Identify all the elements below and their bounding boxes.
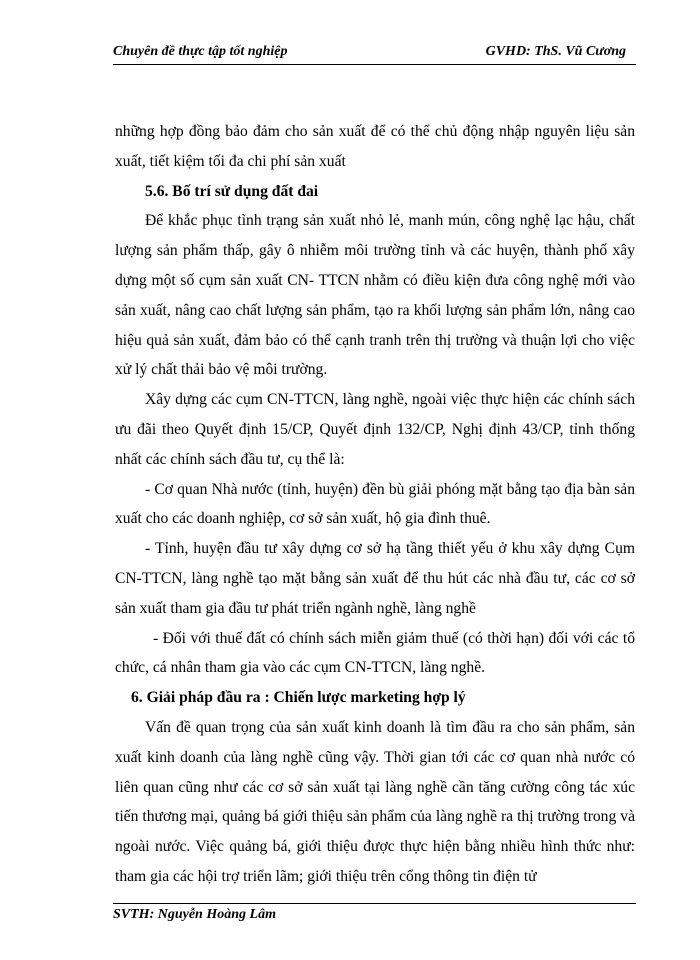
paragraph-marketing: Vấn đề quan trọng của sản xuất kinh doanh là tìm đầu ra cho sản phẩm, sản xuất kinh doanh của làng nghề cũng vậy. Thời gian tới các cơ quan nhà nước có liên quan cũng như các cơ sở sản xuất tại làng nghề cần tăng cường công tác xúc tiến thương mại, quảng bá giới thiệu sản phẩm của làng nghề ra thị trường trong và ngoài nước. Việc quảng bá, giới thiệu được thực hiện bằng nhiều hình thức như: tham gia các hội trợ triển lãm; giới thiệu trên cổng thông tin điện tử <box>115 718 635 885</box>
bullet-item: - Tỉnh, huyện đầu tư xây dựng cơ sở hạ tầng thiết yếu ở khu xây dựng Cụm CN-TTCN, làng nghề tạo mặt bằng sản xuất để thu hút các nhà đầu tư, các cơ sở sản xuất tham gia đầu tư phát triển ngành nghề, làng nghề <box>115 540 635 617</box>
page-footer: SVTH: Nguyễn Hoàng Lâm <box>113 907 276 922</box>
bullet-item: - Đối với thuế đất có chính sách miễn giảm thuế (có thời hạn) đối với các tổ chức, cá nhân tham gia vào các cụm CN-TTCN, làng nghề. <box>115 629 635 677</box>
paragraph-land-use: Để khắc phục tình trạng sản xuất nhỏ lẻ, manh mún, công nghệ lạc hậu, chất lượng sản phẩm thấp, gây ô nhiễm môi trường tỉnh và các huyện, thành phố xây dựng một số cụm sản xuất CN- TTCN nhằm có điều kiện đưa công nghệ mới vào sản xuất, nâng cao chất lượng sản phẩm, tạo ra khối lượng sản phẩm lớn, nâng cao hiệu quả sản xuất, đảm bảo có thể cạnh tranh trên thị trường và thuận lợi cho việc xử lý chất thải bảo vệ môi trường. <box>115 212 635 379</box>
paragraph-policies: Xây dựng các cụm CN-TTCN, làng nghề, ngoài việc thực hiện các chính sách ưu đãi theo Quyết định 15/CP, Quyết định 132/CP, Nghị định 43/CP, tỉnh thống nhất các chính sách đầu tư, cụ thể là: <box>115 391 635 468</box>
document-body <box>115 117 635 892</box>
header-advisor: GVHD: ThS. Vũ Cương <box>485 44 626 59</box>
bullet-item: - Cơ quan Nhà nước (tỉnh, huyện) đền bù giải phóng mặt bằng tạo địa bàn sản xuất cho các doanh nghiệp, cơ sở sản xuất, hộ gia đình thuê. <box>115 480 635 528</box>
section-heading-6: 6. Giải pháp đầu ra : Chiến lược marketing hợp lý <box>131 689 466 707</box>
paragraph-continuation: những hợp đồng bảo đảm cho sản xuất để có thể chủ động nhập nguyên liệu sản xuất, tiết kiệm tối đa chi phí sản xuất <box>115 123 635 170</box>
header-rule <box>113 64 636 65</box>
header-title: Chuyên đề thực tập tốt nghiệp <box>113 44 288 59</box>
page-header <box>113 44 636 64</box>
section-heading-5-6: 5.6. Bố trí sử dụng đất đai <box>145 182 319 200</box>
footer-rule <box>113 903 636 904</box>
